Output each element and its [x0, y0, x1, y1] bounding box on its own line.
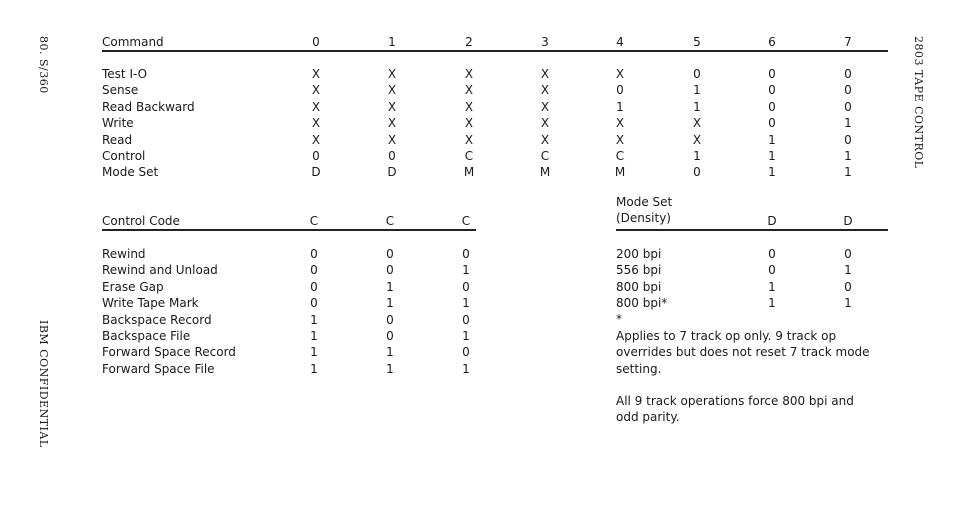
control-code-value: 1: [310, 361, 318, 376]
bit-value: 0: [768, 99, 776, 114]
control-code-value: 1: [386, 345, 394, 360]
page-reference: 80. S/360: [37, 36, 50, 94]
control-operation: Forward Space Record: [102, 345, 236, 360]
bit-value: X: [387, 99, 397, 114]
bit-value: 1: [693, 99, 701, 114]
density-value: 0: [768, 263, 776, 278]
bit-value: X: [692, 116, 702, 131]
bit-value: X: [540, 99, 550, 114]
bit-value: X: [540, 67, 550, 81]
bit-value: 1: [693, 83, 701, 98]
bit-value: C: [615, 149, 625, 163]
control-operation: Rewind: [102, 247, 146, 261]
footnote-mark: *: [616, 312, 622, 326]
control-operation: Forward Space File: [102, 361, 215, 376]
control-operation: Erase Gap: [102, 279, 164, 294]
control-code-col: C: [385, 214, 395, 228]
bit-value: 0: [388, 149, 396, 163]
bit-value: X: [311, 116, 321, 131]
bit-value: X: [540, 132, 550, 147]
control-code-value: 1: [310, 345, 318, 360]
bit-value: M: [463, 165, 475, 180]
bit-value: X: [464, 67, 474, 81]
bit-value: 1: [616, 99, 624, 114]
command-name: Mode Set: [102, 165, 159, 180]
control-operation: Rewind and Unload: [102, 263, 218, 278]
control-operation: Backspace File: [102, 329, 191, 343]
density-value: 0: [844, 247, 852, 261]
control-code-value: 1: [462, 361, 470, 376]
mode-set-header-rule: [616, 229, 888, 231]
bit-value: X: [692, 132, 702, 147]
bit-value: X: [464, 116, 474, 131]
bit-value: X: [387, 116, 397, 131]
control-code-value: 1: [386, 279, 394, 294]
control-code-col: C: [461, 214, 471, 228]
bit-value: 1: [768, 165, 776, 180]
bit-value: 0: [616, 83, 624, 98]
bit-value: 1: [768, 132, 776, 147]
note-line: setting.: [616, 361, 662, 376]
density-setting: 200 bpi: [616, 247, 662, 261]
bit-value: X: [615, 132, 625, 147]
bit-header: 6: [768, 35, 776, 49]
density-value: 0: [768, 247, 776, 261]
bit-header: 5: [693, 35, 701, 49]
control-code-value: 0: [462, 312, 470, 327]
bit-value: X: [311, 132, 321, 147]
bit-header: 3: [541, 35, 549, 49]
control-code-value: 0: [462, 345, 470, 360]
bit-value: X: [540, 83, 550, 98]
bit-value: 1: [844, 116, 852, 131]
command-name: Test I-O: [102, 67, 148, 81]
bit-value: M: [614, 165, 626, 180]
note-line: odd parity.: [616, 410, 680, 425]
bit-value: 0: [312, 149, 320, 163]
density-value: 1: [844, 263, 852, 278]
control-code-value: 0: [386, 263, 394, 278]
control-code-value: 0: [310, 296, 318, 311]
bit-value: X: [311, 83, 321, 98]
control-code-value: 1: [462, 329, 470, 343]
bit-value: X: [615, 116, 625, 131]
confidential-marking: IBM CONFIDENTIAL: [37, 320, 50, 448]
control-code-header-rule: [102, 229, 476, 231]
density-value: 1: [768, 279, 776, 294]
density-col: D: [767, 214, 777, 228]
command-name: Control: [102, 149, 146, 163]
bit-header: 1: [388, 35, 396, 49]
control-code-value: 0: [310, 263, 318, 278]
note-line: All 9 track operations force 800 bpi and: [616, 394, 854, 408]
control-code-value: 0: [462, 279, 470, 294]
bit-value: 0: [844, 67, 852, 81]
command-name: Read Backward: [102, 99, 195, 114]
bit-value: D: [311, 165, 321, 180]
mode-set-header: Mode Set: [616, 195, 673, 209]
command-name: Read: [102, 132, 133, 147]
control-code-value: 0: [310, 247, 318, 261]
control-code-value: 0: [386, 329, 394, 343]
density-setting: 800 bpi*: [616, 296, 668, 311]
control-code-value: 1: [462, 296, 470, 311]
command-name: Sense: [102, 83, 139, 98]
command-header-rule: [102, 50, 888, 52]
control-code-header: Control Code: [102, 214, 180, 228]
bit-value: X: [464, 99, 474, 114]
density-header: (Density): [616, 211, 671, 225]
running-title: 2803 TAPE CONTROL: [912, 36, 925, 169]
bit-value: X: [387, 67, 397, 81]
bit-value: 0: [844, 132, 852, 147]
note-line: Applies to 7 track op only. 9 track op: [616, 329, 837, 343]
control-code-value: 1: [310, 329, 318, 343]
bit-value: C: [464, 149, 474, 163]
bit-value: 0: [768, 116, 776, 131]
density-col: D: [843, 214, 853, 228]
bit-value: X: [311, 67, 321, 81]
control-code-value: 0: [386, 247, 394, 261]
control-code-value: 0: [386, 312, 394, 327]
control-code-value: 1: [386, 361, 394, 376]
bit-value: 0: [693, 165, 701, 180]
control-code-value: 1: [386, 296, 394, 311]
bit-value: 1: [693, 149, 701, 163]
bit-value: D: [387, 165, 397, 180]
bit-value: 1: [768, 149, 776, 163]
control-code-value: 1: [462, 263, 470, 278]
command-name: Write: [102, 116, 134, 131]
bit-value: 1: [844, 165, 852, 180]
density-setting: 800 bpi: [616, 279, 662, 294]
bit-value: 0: [693, 67, 701, 81]
bit-value: 0: [768, 67, 776, 81]
control-code-value: 0: [462, 247, 470, 261]
bit-value: X: [311, 99, 321, 114]
control-code-value: 0: [310, 279, 318, 294]
bit-header: 4: [616, 35, 624, 49]
control-code-col: C: [309, 214, 319, 228]
density-setting: 556 bpi: [616, 263, 662, 278]
bit-header: 2: [465, 35, 473, 49]
bit-value: X: [615, 67, 625, 81]
density-value: 1: [768, 296, 776, 311]
bit-value: X: [464, 132, 474, 147]
note-line: overrides but does not reset 7 track mode: [616, 345, 870, 360]
bit-value: X: [387, 83, 397, 98]
bit-value: C: [540, 149, 550, 163]
bit-header: 0: [312, 35, 320, 49]
control-operation: Backspace Record: [102, 312, 212, 327]
bit-value: 0: [844, 99, 852, 114]
bit-value: M: [539, 165, 551, 180]
control-operation: Write Tape Mark: [102, 296, 199, 311]
density-value: 0: [844, 279, 852, 294]
bit-value: X: [387, 132, 397, 147]
bit-value: 1: [844, 149, 852, 163]
bit-value: X: [464, 83, 474, 98]
bit-value: 0: [844, 83, 852, 98]
bit-value: 0: [768, 83, 776, 98]
bit-value: X: [540, 116, 550, 131]
density-value: 1: [844, 296, 852, 311]
control-code-value: 1: [310, 312, 318, 327]
bit-header: 7: [844, 35, 852, 49]
command-header: Command: [102, 35, 164, 49]
